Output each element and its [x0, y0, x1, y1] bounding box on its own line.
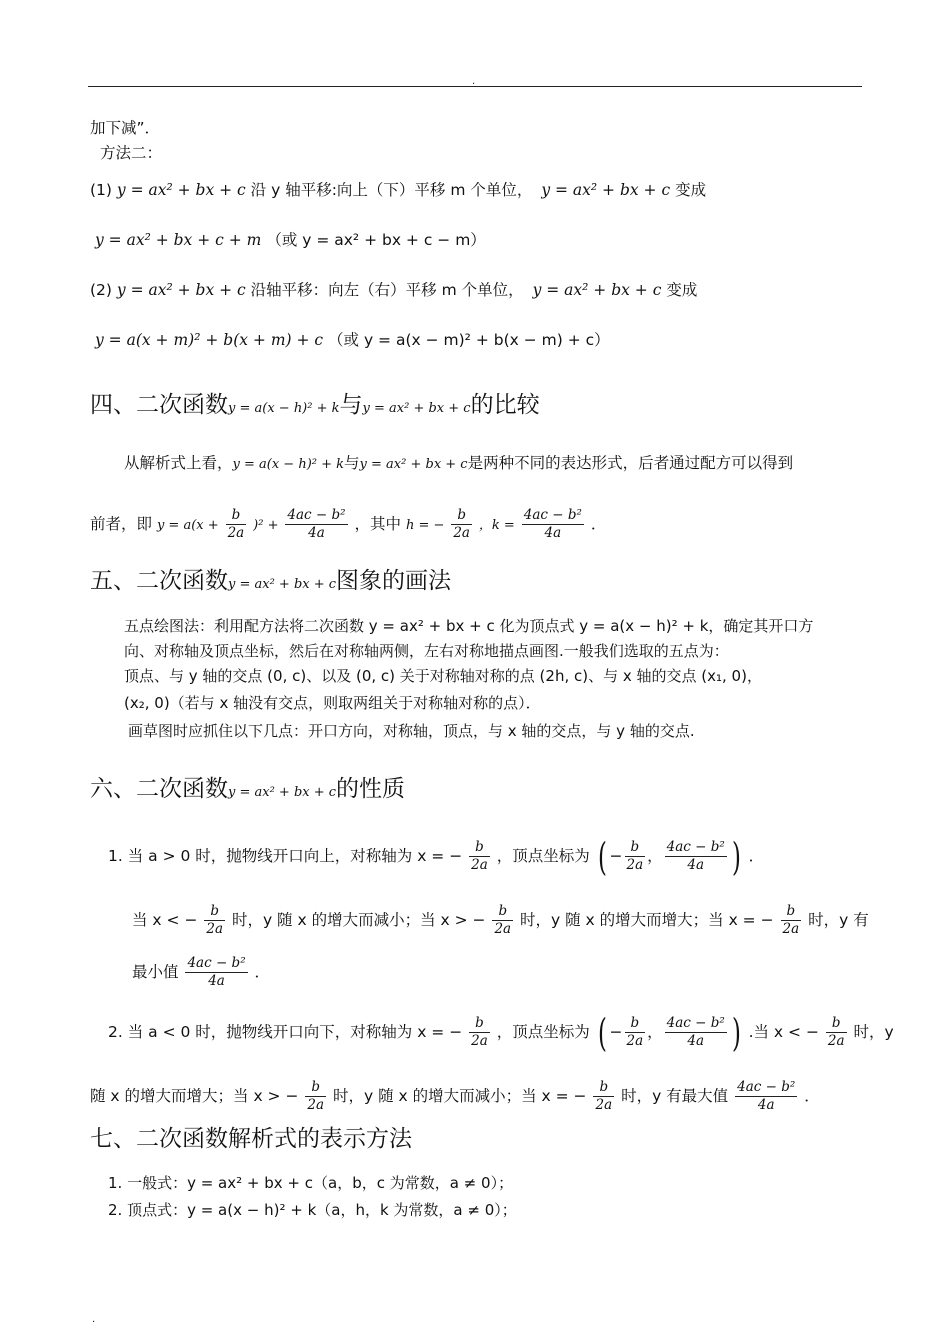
fraction-4ac-b2-4a: $\frac{\text{4ac − b²}}{4a}$: [666, 839, 725, 873]
property-2-monotonic: 随 x 的增大而增大；当 x > − $\frac{b}{2a}$ 时，y 随 x 的增大而减小；当 x = − $\frac{b}{2a}$ 时，y 有最大值 $\frac{\text{4ac − b²}}{4a}$ ．: [90, 1079, 820, 1113]
section-6-heading: 六、二次函数y = ax² + bx + c的性质: [90, 776, 406, 802]
fraction-b-2a: $\frac{b}{2a}$: [206, 903, 224, 937]
form-vertex: 2. 顶点式：y = a(x − h)² + k（a，h，k 为常数，a ≠ 0）；: [108, 1201, 517, 1219]
section-4-paragraph-2: 前者，即 y = a(x + $\frac{b}{2a}$ )² + $\frac{\text{4ac − b²}}{4a}$ ，其中 h = − $\frac{b}{2a}$ ，k = $\frac{\text{4ac − b²}}{4a}$ ．: [90, 507, 607, 541]
fraction-b-2a: $\frac{b}{2a}$: [471, 839, 488, 873]
header-dot: .: [472, 76, 476, 87]
fraction-b-2a: $\frac{b}{2a}$: [471, 1015, 488, 1049]
fraction-b-2a: $\frac{b}{2a}$: [307, 1079, 325, 1113]
section-5-line-2: 向、对称轴及顶点坐标，然后在对称轴两侧，左右对称地描点画图.一般我们选取的五点为：: [124, 642, 729, 660]
section-4-paragraph-1: 从解析式上看，y = a(x − h)² + k与y = ax² + bx + c是两种不同的表达形式，后者通过配方可以得到: [124, 454, 794, 472]
fraction-b-2a: $\frac{b}{2a}$: [626, 839, 644, 873]
rule-1: (1) y = ax² + bx + c 沿 y 轴平移:向上（下）平移 m 个单位， y = ax² + bx + c 变成: [90, 181, 707, 199]
footer-dot: .: [92, 1314, 96, 1325]
right-paren: ): [731, 834, 741, 879]
property-2: 2. 当 a < 0 时，抛物线开口向下，对称轴为 x = − $\frac{b}{2a}$ ，顶点坐标为 ( − $\frac{b}{2a}$ ， $\frac{\text{4ac − b²}}{4a}$ ) .当 x < − $\frac{b}{2a}$ 时，y: [108, 1010, 894, 1055]
section-7-heading: 七、二次函数解析式的表示方法: [90, 1126, 412, 1152]
fraction-b-2a: $\frac{b}{2a}$: [827, 1015, 845, 1049]
property-1-min: 最小值 $\frac{\text{4ac − b²}}{4a}$ ．: [132, 955, 271, 989]
rule-2: (2) y = ax² + bx + c 沿轴平移：向左（右）平移 m 个单位， y = ax² + bx + c 变成: [90, 281, 698, 299]
fraction-4ac-b2-4a: $\frac{\text{4ac − b²}}{4a}$: [523, 507, 582, 541]
fraction-b-2a: $\frac{b}{2a}$: [595, 1079, 613, 1113]
section-5-line-1: 五点绘图法：利用配方法将二次函数 y = ax² + bx + c 化为顶点式 y = a(x − h)² + k，确定其开口方: [124, 617, 814, 635]
form-general: 1. 一般式：y = ax² + bx + c（a，b，c 为常数，a ≠ 0）；: [108, 1174, 514, 1192]
fraction-b-2a: $\frac{b}{2a}$: [782, 903, 800, 937]
property-1-monotonic: 当 x < − $\frac{b}{2a}$ 时，y 随 x 的增大而减小；当 x > − $\frac{b}{2a}$ 时，y 随 x 的增大而增大；当 x = − $\frac{b}{2a}$ 时，y 有: [132, 903, 869, 937]
fraction-4ac-b2-4a: $\frac{\text{4ac − b²}}{4a}$: [287, 507, 346, 541]
line-1: 加下减”．: [90, 119, 161, 137]
section-5-line-5: 画草图时应抓住以下几点：开口方向，对称轴，顶点，与 x 轴的交点，与 y 轴的交点.: [128, 722, 695, 740]
left-paren: (: [597, 834, 607, 879]
property-1: 1. 当 a > 0 时，抛物线开口向上，对称轴为 x = − $\frac{b}{2a}$ ，顶点坐标为 ( − $\frac{b}{2a}$ ， $\frac{\text{4ac − b²}}{4a}$ ) ．: [108, 834, 765, 879]
fraction-4ac-b2-4a: $\frac{\text{4ac − b²}}{4a}$: [737, 1079, 796, 1113]
method-two-label: 方法二：: [100, 144, 163, 162]
fraction-4ac-b2-4a: $\frac{\text{4ac − b²}}{4a}$: [666, 1015, 725, 1049]
section-5-line-4: (x₂, 0)（若与 x 轴没有交点，则取两组关于对称轴对称的点）．: [124, 694, 541, 712]
section-5-line-3: 顶点、与 y 轴的交点 (0, c)、以及 (0, c) 关于对称轴对称的点 (2h, c)、与 x 轴的交点 (x₁, 0)，: [124, 667, 762, 685]
header-rule: [88, 86, 862, 87]
rule-1-result: y = ax² + bx + c + m （或 y = ax² + bx + c − m）: [95, 231, 486, 249]
section-5-heading: 五、二次函数y = ax² + bx + c图象的画法: [90, 568, 452, 594]
left-paren: (: [597, 1010, 607, 1055]
fraction-b-2a: $\frac{b}{2a}$: [626, 1015, 644, 1049]
right-paren: ): [731, 1010, 741, 1055]
section-4-heading: 四、二次函数y = a(x − h)² + k与y = ax² + bx + c的比较: [90, 392, 540, 418]
fraction-b-2a: $\frac{b}{2a}$: [494, 903, 512, 937]
fraction-4ac-b2-4a: $\frac{\text{4ac − b²}}{4a}$: [187, 955, 246, 989]
rule-2-result: y = a(x + m)² + b(x + m) + c （或 y = a(x − m)² + b(x − m) + c）: [95, 331, 610, 349]
fraction-b-2a: $\frac{b}{2a}$: [227, 507, 245, 541]
fraction-b-2a: $\frac{b}{2a}$: [453, 507, 470, 541]
